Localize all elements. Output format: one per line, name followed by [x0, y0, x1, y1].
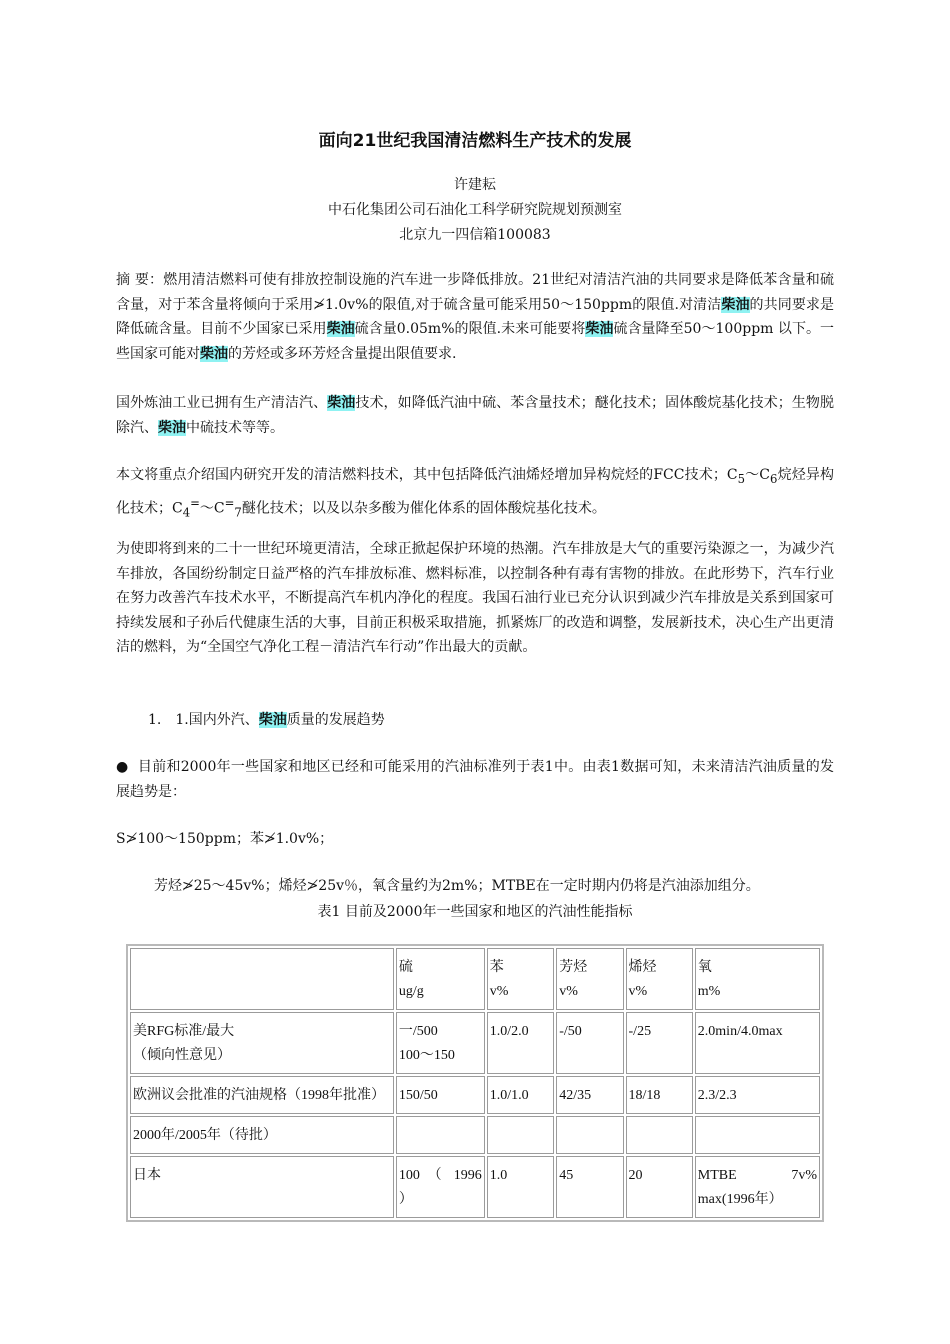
table-cell: [396, 1116, 485, 1154]
table-cell: 1.0: [487, 1156, 554, 1218]
header-line: ug/g: [398, 984, 424, 999]
gasoline-spec-table: [126, 944, 824, 1222]
highlight-term: 柴油: [721, 296, 750, 313]
table-row: [130, 1156, 820, 1218]
header-line: 芳烃: [559, 960, 588, 975]
table-cell: 42/35: [556, 1076, 623, 1114]
paragraph-text: 中硫技术等等。: [186, 419, 284, 436]
header-line: 烯烃: [628, 960, 657, 975]
abstract-text: 硫含量降至50～100ppm 以下。一些国家可能对: [116, 321, 835, 362]
header-cell: [556, 948, 623, 1010]
bullet-text: 目前和2000年一些国家和地区已经和可能采用的汽油标准列于表1中。由表1数据可知，未来清洁汽油质量的发展趋势是：: [116, 759, 834, 800]
section-title-text: 1.国内外汽、: [175, 712, 259, 728]
subscript: 5: [737, 471, 746, 486]
highlight-term: 柴油: [258, 712, 287, 728]
cell-line: max(1996年）: [697, 1192, 783, 1207]
header-line: v%: [628, 984, 648, 999]
author: 许建耘: [454, 177, 496, 193]
highlight-term: 柴油: [327, 395, 356, 411]
table-header-row: [130, 948, 820, 1010]
table-cell: [695, 1156, 820, 1218]
aromatics-line: 芳烃≯25～45v%；烯烃≯25v％，氧含量约为2m%；MTBE在一定时期内仍将是汽油添加组分。: [154, 878, 760, 894]
paragraph-text: 国外炼油工业已拥有生产清洁汽、: [116, 395, 328, 411]
header-cell: [695, 948, 820, 1010]
cell-line: 美RFG标准/最大: [133, 1024, 235, 1039]
header-cell: [626, 948, 693, 1010]
document-title: 面向21世纪我国清洁燃料生产技术的发展: [318, 131, 632, 151]
paragraph-text: ～C: [745, 467, 771, 483]
cell-line: 一/500: [398, 1024, 438, 1039]
table-row: [130, 1076, 820, 1114]
header-cell: [130, 948, 394, 1010]
table-cell: [396, 1156, 485, 1218]
table-cell: -/25: [626, 1012, 693, 1074]
table-cell: [130, 1012, 394, 1074]
table-cell: [556, 1116, 623, 1154]
section-number: 1.: [148, 712, 162, 728]
cell-line: 100 （ 1996: [398, 1168, 482, 1183]
table-cell: 2.0min/4.0max: [695, 1012, 820, 1074]
cell-line: （倾向性意见）: [133, 1048, 231, 1063]
bullet-icon: ●: [116, 759, 129, 775]
header-cell: [396, 948, 485, 1010]
paragraph-environment: 为使即将到来的二十一世纪环境更清洁，全球正掀起保护环境的热潮。汽车排放是大气的重要污染源之一，为减少汽车排放，各国纷纷制定日益严格的汽车排放标准、燃料标准，以控制各种有毒有害物的排放。在此形势下，汽车行业在努力改善汽车技术水平，不断提高汽车机内净化的程度。我国石油行业已充分认识到减少汽车排放是关系到国家可持续发展和子孙后代健康生活的大事，目前正积极采取措施，抓紧炼厂的改造和调整，发展新技术，决心生产出更清洁的燃料，为“全国空气净化工程－清洁汽车行动”作出最大的贡献。: [116, 541, 834, 655]
abstract-paragraph: [116, 268, 834, 366]
section-title-text: 质量的发展趋势: [286, 712, 385, 728]
header-cell: [487, 948, 554, 1010]
table-caption: 表1 目前及2000年一些国家和地区的汽油性能指标: [317, 904, 633, 920]
paragraph-text: 本文将重点介绍国内研究开发的清洁燃料技术，其中包括降低汽油烯烃增加异构烷烃的FCC技术；C: [116, 467, 738, 483]
table-cell: [626, 1116, 693, 1154]
table-cell: [487, 1116, 554, 1154]
header-line: 硫: [398, 960, 413, 975]
paragraph-domestic-tech: [116, 463, 834, 525]
highlight-term: 柴油: [158, 419, 186, 436]
abstract-text: 燃用清洁燃料可使有排放控制设施的汽车进一步降低排放。21世纪对清洁汽油的共同要求是降低苯含量和硫含量，对于苯含量将倾向于采用≯1.0v%的限值,对于硫含量可能采用50～150ppm的限值.对清洁: [116, 272, 835, 313]
table-cell: 1.0/2.0: [487, 1012, 554, 1074]
subscript: 7: [234, 505, 242, 520]
table-cell: 20: [626, 1156, 693, 1218]
superscript: =: [190, 496, 200, 511]
bullet-paragraph: [116, 755, 834, 804]
table-cell: [695, 1116, 820, 1154]
table-row: [130, 1012, 820, 1074]
table-cell: 日本: [130, 1156, 394, 1218]
table-cell: 欧洲议会批准的汽油规格（1998年批准）: [130, 1076, 394, 1114]
header-line: v%: [559, 984, 578, 999]
paragraph-text: 烷烃异构化技术；C: [116, 467, 834, 517]
cell-line: MTBE 7v%: [697, 1168, 817, 1183]
affiliation: 中石化集团公司石油化工科学研究院规划预测室: [328, 202, 622, 218]
table-cell: 45: [556, 1156, 623, 1218]
table-cell: 18/18: [626, 1076, 693, 1114]
table-cell: 150/50: [396, 1076, 485, 1114]
highlight-term: 柴油: [585, 321, 614, 337]
paragraph-text: ～C: [199, 500, 225, 517]
abstract-label: 摘 要：: [116, 272, 164, 288]
section-heading: [148, 708, 834, 733]
paragraph-text: 技术，如降低汽油中硫、苯含量技术；醚化技术；固体酸烷基化技术；生物脱除汽、: [116, 395, 835, 436]
header-line: 苯: [489, 960, 504, 975]
header-line: 氧: [697, 960, 712, 975]
abstract-text: 的芳烃或多环芳烃含量提出限值要求.: [228, 345, 457, 362]
highlight-term: 柴油: [200, 345, 228, 362]
abstract-text: 硫含量0.05m%的限值.未来可能要将: [354, 321, 586, 337]
subscript: 6: [770, 471, 778, 486]
table-cell: -/50: [556, 1012, 623, 1074]
table-cell: 1.0/1.0: [487, 1076, 554, 1114]
sulfur-benzene-line: S≯100～150ppm；苯≯1.0v%；: [116, 831, 334, 847]
cell-line: 100～150: [398, 1048, 455, 1063]
table-cell: 2000年/2005年（待批）: [130, 1116, 394, 1154]
highlight-term: 柴油: [326, 321, 355, 337]
table-cell: 2.3/2.3: [695, 1076, 820, 1114]
header-line: m%: [697, 984, 721, 999]
table-cell: [396, 1012, 485, 1074]
paragraph-text: 醚化技术；以及以杂多酸为催化体系的固体酸烷基化技术。: [241, 500, 606, 517]
abstract-text: 的共同要求是降低硫含量。目前不少国家已采用: [116, 296, 835, 337]
address: 北京九一四信箱100083: [399, 227, 551, 243]
superscript: =: [224, 496, 235, 511]
cell-line: ）: [398, 1192, 413, 1207]
table-row: [130, 1116, 820, 1154]
paragraph-foreign-tech: [116, 391, 834, 440]
header-line: v%: [489, 984, 509, 999]
subscript: 4: [182, 505, 191, 520]
